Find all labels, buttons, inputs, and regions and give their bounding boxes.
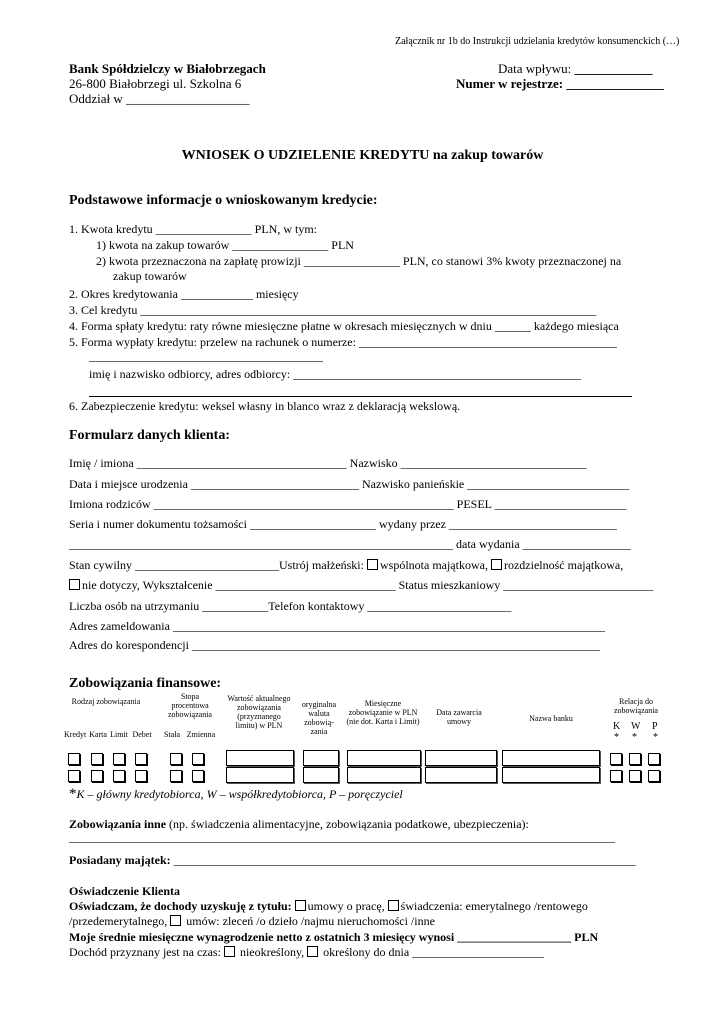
row1-credit-checkbox[interactable] bbox=[68, 753, 80, 765]
row2-k-checkbox[interactable] bbox=[610, 770, 622, 782]
star-w: * bbox=[632, 732, 637, 743]
registered-address-line[interactable]: Adres zameldowania ________________________________________________________________________ bbox=[69, 619, 605, 633]
col-date-header: Data zawarcia umowy bbox=[436, 708, 482, 726]
recipient-extra-line[interactable] bbox=[89, 396, 632, 397]
checkbox-pension[interactable] bbox=[388, 900, 399, 911]
star-k: * bbox=[614, 732, 619, 743]
income-source-line-2 bbox=[69, 914, 435, 929]
row2-card-checkbox[interactable] bbox=[91, 770, 103, 782]
attachment-note: Załącznik nr 1b do Instrukcji udzielania kredytów konsumenckich (…) bbox=[395, 36, 680, 47]
marital-status-label[interactable]: Stan cywilny ________________________Ustrój małżeński: bbox=[69, 558, 364, 572]
declaration-heading: Oświadczenie Klienta bbox=[69, 884, 180, 898]
sub-credit: Kredyt bbox=[64, 730, 87, 739]
col-relation-header: Relacja do zobowiązania bbox=[614, 697, 658, 715]
commission-amount-cont: zakup towarów bbox=[113, 269, 187, 283]
repayment-form-line[interactable]: 4. Forma spłaty kredytu: raty równe miesięczne płatne w okresach miesięcznych w dniu ______ każdego miesiąca bbox=[69, 319, 619, 333]
row1-card-checkbox[interactable] bbox=[91, 753, 103, 765]
row1-fixed-checkbox[interactable] bbox=[170, 753, 182, 765]
col-rate-header: Stopa procentowa zobowiązania bbox=[168, 692, 212, 719]
assets-label: Posiadany majątek: bbox=[69, 853, 171, 867]
security-line: 6. Zabezpieczenie kredytu: weksel własny in blanco wraz z deklaracją wekslową. bbox=[69, 399, 461, 413]
checkbox-definite[interactable] bbox=[307, 946, 318, 957]
checkbox-joint-property[interactable] bbox=[367, 559, 378, 570]
section-credit-info-heading: Podstawowe informacje o wnioskowanym kredycie: bbox=[69, 193, 378, 208]
sub-card: Karta bbox=[89, 730, 107, 739]
sub-p: P bbox=[652, 721, 658, 732]
bank-address: 26-800 Białobrzegi ul. Szkolna 6 bbox=[69, 76, 242, 91]
row1-value-input[interactable] bbox=[226, 750, 294, 766]
section-client-heading: Formularz danych klienta: bbox=[69, 428, 230, 443]
bank-name: Bank Spółdzielczy w Białobrzegach bbox=[69, 61, 266, 76]
row1-bank-input[interactable] bbox=[502, 750, 600, 766]
id-doc-line[interactable]: Seria i numer dokumentu tożsamości _____________________ wydany przez ____________________________ bbox=[69, 517, 617, 531]
income-source-label: Oświadczam, że dochody uzyskuję z tytułu: bbox=[69, 899, 292, 913]
credit-amount-line[interactable]: 1. Kwota kredytu ________________ PLN, w tym: bbox=[69, 222, 317, 236]
recipient-line[interactable]: imię i nazwisko odbiorcy, adres odbiorcy: ________________________________________________ bbox=[89, 367, 582, 381]
contracts-label: umów: zleceń /o dzieło /najmu nieruchomości /inne bbox=[186, 914, 435, 928]
other-liabilities-label: Zobowiązania inne bbox=[69, 817, 167, 831]
goods-amount-line[interactable]: 1) kwota na zakup towarów ________________ PLN bbox=[96, 238, 354, 252]
row2-currency-input[interactable] bbox=[303, 767, 339, 783]
relation-legend bbox=[69, 786, 403, 803]
sub-fixed: Stała bbox=[164, 730, 180, 739]
checkbox-not-applicable[interactable] bbox=[69, 579, 80, 590]
assets-field[interactable]: _____________________________________________________________________________ bbox=[170, 853, 636, 867]
register-number bbox=[456, 76, 664, 92]
page-title: WNIOSEK O UDZIELENIE KREDYTU na zakup towarów bbox=[181, 148, 544, 163]
correspondence-address-line[interactable]: Adres do korespondencji ____________________________________________________________________ bbox=[69, 638, 600, 652]
register-field[interactable]: _______________ bbox=[566, 76, 664, 91]
checkbox-indefinite[interactable] bbox=[224, 946, 235, 957]
name-line[interactable]: Imię / imiona ___________________________________ Nazwisko _______________________________ bbox=[69, 456, 587, 470]
marital-line bbox=[69, 558, 623, 573]
row2-date-input[interactable] bbox=[425, 767, 497, 783]
dependents-phone-line[interactable]: Liczba osób na utrzymaniu ___________Telefon kontaktowy ________________________ bbox=[69, 599, 512, 613]
legend-star: * bbox=[69, 786, 77, 802]
row1-date-input[interactable] bbox=[425, 750, 497, 766]
star-p: * bbox=[653, 732, 658, 743]
sub-debit: Debet bbox=[132, 730, 152, 739]
row2-p-checkbox[interactable] bbox=[648, 770, 660, 782]
checkbox-separate-property[interactable] bbox=[491, 559, 502, 570]
employment-label: umowy o pracę, bbox=[307, 899, 385, 913]
not-applicable-label: nie dotyczy, bbox=[82, 578, 140, 592]
assets-line bbox=[69, 853, 636, 868]
date-received bbox=[498, 61, 653, 77]
sub-w: W bbox=[631, 721, 641, 732]
education-housing-field[interactable]: Wykształcenie ______________________________ Status mieszkaniowy _________________________ bbox=[142, 578, 654, 592]
payout-form-line[interactable]: 5. Forma wypłaty kredytu: przelew na rachunek o numerze: ___________________________________________ bbox=[69, 335, 617, 349]
other-liabilities-hint: (np. świadczenia alimentacyjne, zobowiązania podatkowe, ubezpieczenia): bbox=[166, 817, 529, 831]
row1-monthly-input[interactable] bbox=[347, 750, 421, 766]
legend-text: K – główny kredytobiorca, W – współkredytobiorca, P – poręczyciel bbox=[76, 787, 403, 801]
definite-label[interactable]: określony do dnia ______________________ bbox=[323, 945, 545, 959]
credit-period-line[interactable]: 2. Okres kredytowania ____________ miesięcy bbox=[69, 287, 299, 301]
row1-limit-checkbox[interactable] bbox=[113, 753, 125, 765]
col-value-header: Wartość aktualnego zobowiązania (przyznanego limitu) w PLN bbox=[227, 694, 291, 730]
col-monthly-header: Miesięczne zobowiązanie w PLN (nie dot. Karta i Limit) bbox=[346, 699, 420, 726]
payout-account-cont[interactable]: _______________________________________ bbox=[89, 349, 323, 363]
birth-line[interactable]: Data i miejsce urodzenia ____________________________ Nazwisko panieńskie ___________________________ bbox=[69, 477, 630, 491]
joint-property-label: wspólnota majątkowa, bbox=[379, 558, 488, 572]
indefinite-label: nieokreślony, bbox=[239, 945, 305, 959]
sub-k: K bbox=[613, 721, 621, 732]
row1-variable-checkbox[interactable] bbox=[192, 753, 204, 765]
commission-amount-line[interactable]: 2) kwota przeznaczona na zapłatę prowizji ________________ PLN, co stanowi 3% kwoty przeznaczonej na bbox=[96, 254, 622, 268]
row1-k-checkbox[interactable] bbox=[610, 753, 622, 765]
id-issue-date-line[interactable]: ________________________________________________________________ data wydania __________________ bbox=[69, 537, 631, 551]
col-currency-header: oryginalna waluta zobowią-zania bbox=[301, 700, 337, 736]
credit-purpose-line[interactable]: 3. Cel kredytu ____________________________________________________________________________ bbox=[69, 303, 597, 317]
other-liabilities-field[interactable]: ___________________________________________________________________________________________ bbox=[69, 830, 615, 844]
row1-currency-input[interactable] bbox=[303, 750, 339, 766]
row2-w-checkbox[interactable] bbox=[629, 770, 641, 782]
pre-retirement-label: /przedemerytalnego, bbox=[69, 914, 168, 928]
separate-property-label: rozdzielność majątkowa, bbox=[503, 558, 624, 572]
income-period-line bbox=[69, 945, 544, 960]
checkbox-employment[interactable] bbox=[295, 900, 306, 911]
row2-value-input[interactable] bbox=[226, 767, 294, 783]
salary-line[interactable]: Moje średnie miesięczne wynagrodzenie netto z ostatnich 3 miesięcy wynosi ___________________ PLN bbox=[69, 930, 599, 944]
register-label: Numer w rejestrze: bbox=[456, 76, 564, 91]
row2-variable-checkbox[interactable] bbox=[192, 770, 204, 782]
row2-fixed-checkbox[interactable] bbox=[170, 770, 182, 782]
date-received-field[interactable]: ____________ bbox=[574, 61, 653, 76]
row2-bank-input[interactable] bbox=[502, 767, 600, 783]
row1-w-checkbox[interactable] bbox=[629, 753, 641, 765]
row2-credit-checkbox[interactable] bbox=[68, 770, 80, 782]
row2-debit-checkbox[interactable] bbox=[135, 770, 147, 782]
row1-debit-checkbox[interactable] bbox=[135, 753, 147, 765]
sub-limit: Limit bbox=[110, 730, 128, 739]
section-liabilities-heading: Zobowiązania finansowe: bbox=[69, 676, 222, 691]
education-line bbox=[69, 578, 653, 593]
pension-label: świadczenia: emerytalnego /rentowego bbox=[400, 899, 588, 913]
row2-monthly-input[interactable] bbox=[347, 767, 421, 783]
income-period-label: Dochód przyznany jest na czas: bbox=[69, 945, 221, 959]
col-type-header: Rodzaj zobowiązania bbox=[71, 697, 141, 706]
row2-limit-checkbox[interactable] bbox=[113, 770, 125, 782]
income-source-line bbox=[69, 899, 588, 914]
branch-field[interactable]: Oddział w ___________________ bbox=[69, 91, 250, 106]
row1-p-checkbox[interactable] bbox=[648, 753, 660, 765]
col-bank-header: Nazwa banku bbox=[529, 714, 573, 723]
checkbox-contracts[interactable] bbox=[170, 915, 181, 926]
date-received-label: Data wpływu: bbox=[498, 61, 572, 76]
sub-variable: Zmienna bbox=[186, 730, 216, 739]
parents-pesel-line[interactable]: Imiona rodziców __________________________________________________ PESEL ______________________ bbox=[69, 497, 627, 511]
